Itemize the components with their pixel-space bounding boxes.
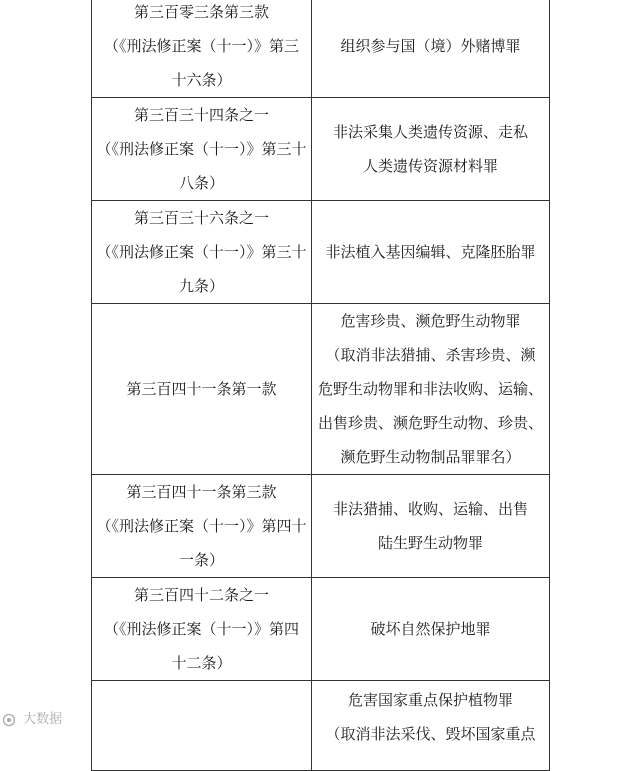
crime-name-cell-line: 危害国家重点保护植物罪 <box>347 691 513 709</box>
watermark-logo-icon <box>2 713 16 727</box>
crime-name-cell <box>312 681 550 771</box>
crime-name-cell-line: （取消非法猎捕、杀害珍贵、濒 <box>325 346 536 364</box>
article-cell-line: 十六条） <box>171 71 232 89</box>
crime-name-cell-line: 非法植入基因编辑、克隆胚胎罪 <box>325 243 536 261</box>
article-cell-line: （《刑法修正案（十一）》第三十 <box>96 140 307 158</box>
article-cell-line: 一条） <box>178 551 224 569</box>
article-cell-line: （《刑法修正案（十一）》第四 <box>103 620 299 638</box>
table-row <box>92 681 550 771</box>
article-cell-line: 九条） <box>178 277 224 295</box>
crime-name-cell-line: 非法猎捕、收购、运输、出售 <box>332 500 528 518</box>
watermark <box>2 710 62 730</box>
crime-name-cell-line: 危害珍贵、濒危野生动物罪 <box>340 312 521 330</box>
article-cell <box>92 201 312 304</box>
table-row <box>92 201 550 304</box>
crime-name-cell-line: 濒危野生动物制品罪罪名） <box>340 448 521 466</box>
article-cell-line: 十二条） <box>171 654 232 672</box>
crime-name-cell <box>312 0 550 98</box>
watermark-text: 大数据 <box>23 712 63 727</box>
crime-name-cell <box>312 578 550 681</box>
article-cell-line: （《刑法修正案（十一）》第三十 <box>96 243 307 261</box>
crime-name-cell <box>312 475 550 578</box>
article-cell-line: （《刑法修正案（十一）》第四十 <box>96 517 307 535</box>
table-row <box>92 475 550 578</box>
crime-name-cell-line: 人类遗传资源材料罪 <box>362 157 498 175</box>
crime-name-cell-line: 出售珍贵、濒危野生动物、珍贵、 <box>317 414 543 432</box>
crime-name-cell-line: 陆生野生动物罪 <box>377 534 483 552</box>
crime-table <box>91 0 550 771</box>
article-cell <box>92 578 312 681</box>
article-cell <box>92 681 312 771</box>
article-cell <box>92 475 312 578</box>
article-cell-line: 第三百三十六条之一 <box>133 209 269 227</box>
article-cell-line: 第三百零三条第三款 <box>133 3 269 21</box>
article-cell <box>92 0 312 98</box>
article-cell-line: 第三百四十一条第一款 <box>126 380 277 398</box>
crime-name-cell <box>312 304 550 475</box>
crime-name-cell-line: 非法采集人类遗传资源、走私 <box>332 123 528 141</box>
table-row <box>92 98 550 201</box>
crime-name-cell-line: （取消非法采伐、毁坏国家重点 <box>325 725 536 743</box>
article-cell-line: （《刑法修正案（十一）》第三 <box>103 37 299 55</box>
table-row <box>92 578 550 681</box>
crime-name-cell <box>312 201 550 304</box>
crime-name-cell-line: 破坏自然保护地罪 <box>370 620 491 638</box>
article-cell-line: 第三百四十一条第三款 <box>126 483 277 501</box>
crime-name-cell <box>312 98 550 201</box>
crime-name-cell-line: 组织参与国（境）外赌博罪 <box>340 37 521 55</box>
article-cell-line: 第三百三十四条之一 <box>133 106 269 124</box>
table-row <box>92 0 550 98</box>
article-cell <box>92 304 312 475</box>
article-cell-line: 第三百四十二条之一 <box>133 586 269 604</box>
article-cell-line: 八条） <box>178 174 224 192</box>
table-row <box>92 304 550 475</box>
crime-name-cell-line: 危野生动物罪和非法收购、运输、 <box>317 380 543 398</box>
article-cell <box>92 98 312 201</box>
